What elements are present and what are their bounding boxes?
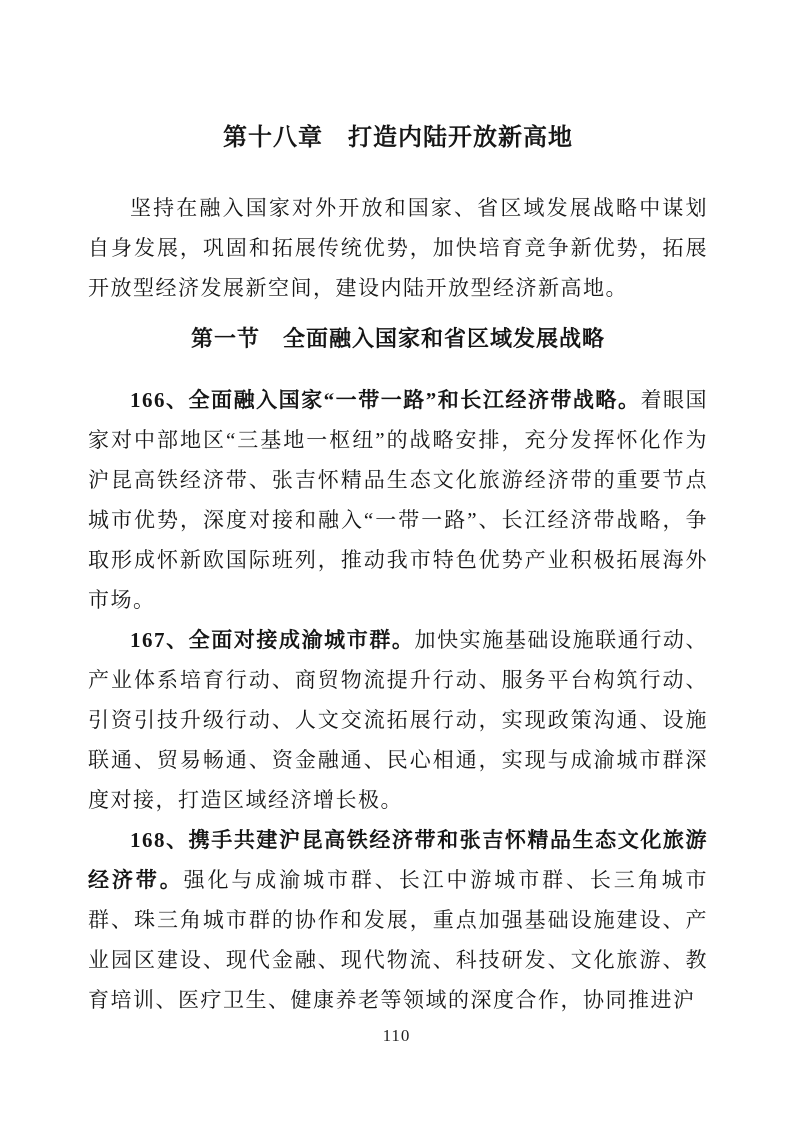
paragraph-167-lead: 167、全面对接成渝城市群。 bbox=[130, 628, 415, 652]
paragraph-168-body: 强化与成渝城市群、长江中游城市群、长三角城市群、珠三角城市群的协作和发展，重点加强基础设施建设、产业园区建设、现代金融、现代物流、科技研发、文化旅游、教育培训、医疗卫生、健康养老等领域的深度合作，协同推进沪 bbox=[88, 868, 709, 1012]
chapter-title: 第十八章 打造内陆开放新高地 bbox=[223, 124, 573, 151]
paragraph-166-body: 着眼国家对中部地区“三基地一枢纽”的战略安排，充分发挥怀化作为沪昆高铁经济带、张吉怀精品生态文化旅游经济带的重要节点城市优势，深度对接和融入“一带一路”、长江经济带战略，争取形成怀新欧国际班列，推动我市特色优势产业积极拓展海外市场。 bbox=[88, 388, 709, 612]
paragraph-167-body: 加快实施基础设施联通行动、产业体系培育行动、商贸物流提升行动、服务平台构筑行动、引资引技升级行动、人文交流拓展行动，实现政策沟通、设施联通、贸易畅通、资金融通、民心相通，实现与成渝城市群深度对接，打造区域经济增长极。 bbox=[88, 628, 708, 812]
intro-paragraph: 坚持在融入国家对外开放和国家、省区域发展战略中谋划自身发展，巩固和拓展传统优势，加快培育竞争新优势，拓展开放型经济发展新空间，建设内陆开放型经济新高地。 bbox=[88, 196, 708, 300]
paragraph-166-lead: 166、全面融入国家“一带一路”和长江经济带战略。 bbox=[130, 388, 641, 412]
numbered-paragraph-166 bbox=[88, 380, 708, 620]
paragraph-168-lead: 168、携手共建沪昆高铁经济带和张吉怀精品生态文化旅游经济带。 bbox=[88, 828, 708, 892]
page-number: 110 bbox=[382, 1026, 411, 1045]
section-title: 第一节 全面融入国家和省区域发展战略 bbox=[190, 326, 605, 351]
numbered-paragraph-168 bbox=[88, 820, 708, 1020]
numbered-paragraph-167 bbox=[88, 620, 708, 820]
